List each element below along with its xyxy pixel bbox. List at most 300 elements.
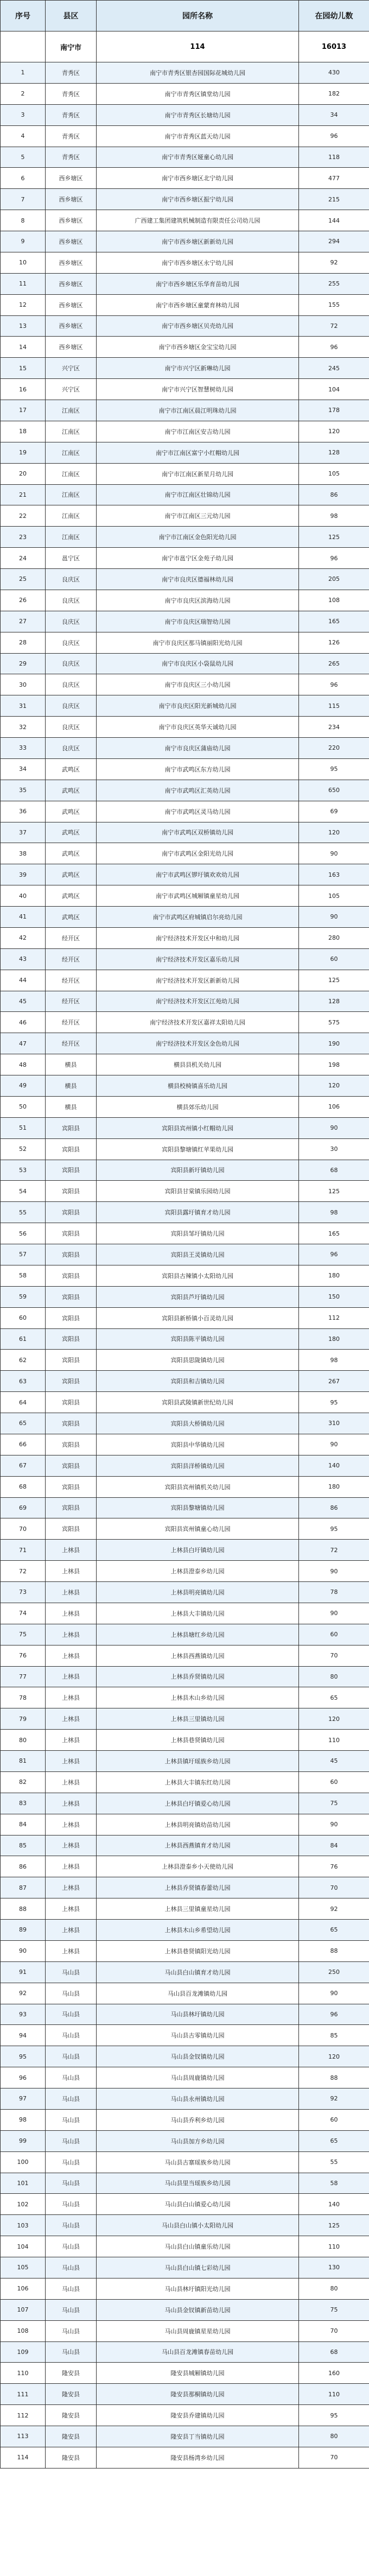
- table-row: [1, 400, 369, 421]
- row-index: 107: [1, 2299, 46, 2320]
- row-district: 上林县: [46, 1645, 97, 1666]
- row-index: 33: [1, 738, 46, 759]
- table-row: [1, 1455, 369, 1476]
- row-index: 60: [1, 1307, 46, 1328]
- table-row: [1, 1202, 369, 1223]
- row-count: 106: [299, 1096, 369, 1117]
- row-district: 上林县: [46, 1540, 97, 1561]
- row-name: 马山县加方乡幼儿园: [97, 2130, 299, 2151]
- row-index: 113: [1, 2426, 46, 2447]
- row-name: 马山县金钗镇幼儿园: [97, 2046, 299, 2067]
- row-index: 67: [1, 1455, 46, 1476]
- row-count: 68: [299, 1160, 369, 1181]
- row-count: 60: [299, 1624, 369, 1645]
- row-name: 宾阳县洋桥镇幼儿园: [97, 1455, 299, 1476]
- row-index: 68: [1, 1476, 46, 1497]
- row-count: 120: [299, 2046, 369, 2067]
- row-index: 24: [1, 548, 46, 569]
- row-index: 78: [1, 1687, 46, 1708]
- table-row: [1, 780, 369, 801]
- row-name: 上林县三里镇童星幼儿园: [97, 1898, 299, 1920]
- row-district: 宾阳县: [46, 1518, 97, 1540]
- table-row: [1, 1751, 369, 1772]
- table-row: [1, 1835, 369, 1856]
- row-index: 92: [1, 1983, 46, 2004]
- table-row: [1, 1244, 369, 1265]
- header-count: 在园幼儿数: [299, 1, 369, 31]
- row-name: 马山县白山镇育才幼儿园: [97, 1961, 299, 1983]
- table-row: [1, 1434, 369, 1455]
- summary-row: [1, 31, 369, 62]
- row-index: 11: [1, 273, 46, 294]
- row-count: 255: [299, 273, 369, 294]
- row-count: 140: [299, 2194, 369, 2215]
- row-district: 上林县: [46, 1582, 97, 1603]
- row-count: 125: [299, 970, 369, 991]
- table-row: [1, 1033, 369, 1054]
- row-name: 南宁市武鸣区金阳光幼儿园: [97, 843, 299, 864]
- table-row: [1, 2088, 369, 2110]
- row-name: 南宁市良庆区小袋鼠幼儿园: [97, 653, 299, 674]
- row-name: 横县校椅镇喜乐幼儿园: [97, 1075, 299, 1097]
- row-name: 上林县明亮镇幼苗幼儿园: [97, 1814, 299, 1835]
- row-index: 84: [1, 1814, 46, 1835]
- row-index: 56: [1, 1223, 46, 1244]
- row-index: 1: [1, 62, 46, 84]
- table-row: [1, 2447, 369, 2468]
- row-name: 上林县木山乡幼儿园: [97, 1687, 299, 1708]
- row-district: 青秀区: [46, 62, 97, 84]
- row-name: 南宁市青秀区长塘幼儿园: [97, 104, 299, 125]
- row-district: 西乡塘区: [46, 231, 97, 252]
- row-district: 良庆区: [46, 632, 97, 653]
- row-name: 宾阳县露圩镇育才幼儿园: [97, 1202, 299, 1223]
- row-name: 上林县木山乡希望幼儿园: [97, 1920, 299, 1941]
- table-row: [1, 1518, 369, 1540]
- row-count: 88: [299, 1940, 369, 1961]
- table-row: [1, 1856, 369, 1877]
- row-index: 109: [1, 2341, 46, 2363]
- row-index: 87: [1, 1877, 46, 1898]
- row-district: 邕宁区: [46, 548, 97, 569]
- row-name: 宾阳县黎塘镇幼儿园: [97, 1497, 299, 1518]
- row-district: 武鸣区: [46, 822, 97, 843]
- row-district: 上林县: [46, 1561, 97, 1582]
- row-name: 马山县白山镇爱心幼儿园: [97, 2194, 299, 2215]
- row-district: 良庆区: [46, 717, 97, 738]
- table-row: [1, 907, 369, 928]
- row-count: 80: [299, 2278, 369, 2299]
- row-count: 75: [299, 1793, 369, 1814]
- row-count: 250: [299, 1961, 369, 1983]
- row-count: 90: [299, 1561, 369, 1582]
- table-row: [1, 125, 369, 147]
- row-index: 54: [1, 1181, 46, 1202]
- row-count: 85: [299, 2025, 369, 2046]
- row-district: 上林县: [46, 1940, 97, 1961]
- row-name: 南宁市良庆区瑞智幼儿园: [97, 611, 299, 632]
- row-count: 650: [299, 780, 369, 801]
- row-district: 马山县: [46, 2109, 97, 2130]
- table-row: [1, 1476, 369, 1497]
- table-row: [1, 252, 369, 273]
- row-district: 江南区: [46, 527, 97, 548]
- row-index: 90: [1, 1940, 46, 1961]
- row-count: 90: [299, 1117, 369, 1138]
- row-name: 马山县金钗镇新苗幼儿园: [97, 2299, 299, 2320]
- table-row: [1, 1961, 369, 1983]
- row-index: 99: [1, 2130, 46, 2151]
- row-index: 96: [1, 2067, 46, 2088]
- row-count: 120: [299, 421, 369, 442]
- row-district: 宾阳县: [46, 1181, 97, 1202]
- table-row: [1, 442, 369, 463]
- row-district: 武鸣区: [46, 758, 97, 780]
- summary-total-children: 16013: [299, 31, 369, 62]
- row-index: 58: [1, 1265, 46, 1286]
- row-index: 94: [1, 2025, 46, 2046]
- row-name: 南宁市武鸣区府城镇启尔亮幼儿园: [97, 907, 299, 928]
- row-count: 69: [299, 801, 369, 822]
- row-district: 马山县: [46, 2173, 97, 2194]
- row-name: 南宁市良庆区阳光新城幼儿园: [97, 695, 299, 717]
- row-district: 青秀区: [46, 125, 97, 147]
- table-row: [1, 1328, 369, 1350]
- row-name: 南宁市西乡塘区新新幼儿园: [97, 231, 299, 252]
- row-index: 50: [1, 1096, 46, 1117]
- row-index: 93: [1, 2004, 46, 2025]
- table-row: [1, 379, 369, 400]
- row-district: 武鸣区: [46, 843, 97, 864]
- row-count: 120: [299, 1075, 369, 1097]
- row-name: 南宁市武鸣区城厢镇童星幼儿园: [97, 885, 299, 907]
- summary-index: [1, 31, 46, 62]
- table-row: [1, 1307, 369, 1328]
- table-row: [1, 1371, 369, 1392]
- row-name: 隆安县杨湾乡幼儿园: [97, 2447, 299, 2468]
- row-district: 马山县: [46, 2088, 97, 2110]
- table-row: [1, 2426, 369, 2447]
- row-index: 80: [1, 1730, 46, 1751]
- row-index: 83: [1, 1793, 46, 1814]
- row-count: 180: [299, 1328, 369, 1350]
- row-district: 上林县: [46, 1898, 97, 1920]
- row-count: 310: [299, 1413, 369, 1434]
- row-count: 160: [299, 2363, 369, 2384]
- row-name: 南宁市西乡塘区金宝宝幼儿园: [97, 337, 299, 358]
- table-row: [1, 927, 369, 948]
- row-district: 兴宁区: [46, 379, 97, 400]
- table-row: [1, 358, 369, 379]
- table-row: [1, 2194, 369, 2215]
- row-district: 江南区: [46, 505, 97, 527]
- row-index: 34: [1, 758, 46, 780]
- row-district: 西乡塘区: [46, 189, 97, 210]
- row-name: 南宁市江南区三元幼儿园: [97, 505, 299, 527]
- row-count: 267: [299, 1371, 369, 1392]
- row-district: 宾阳县: [46, 1138, 97, 1160]
- table-row: [1, 2299, 369, 2320]
- row-index: 44: [1, 970, 46, 991]
- row-index: 12: [1, 294, 46, 315]
- table-row: [1, 2320, 369, 2341]
- row-name: 南宁市青秀区娅童心幼儿园: [97, 147, 299, 168]
- row-count: 60: [299, 948, 369, 970]
- row-district: 马山县: [46, 2341, 97, 2363]
- row-index: 39: [1, 864, 46, 885]
- row-count: 140: [299, 1455, 369, 1476]
- table-row: [1, 147, 369, 168]
- row-name: 隆安县丁当镇幼儿园: [97, 2426, 299, 2447]
- table-row: [1, 527, 369, 548]
- row-district: 江南区: [46, 421, 97, 442]
- table-row: [1, 1730, 369, 1751]
- row-index: 71: [1, 1540, 46, 1561]
- row-district: 马山县: [46, 2004, 97, 2025]
- row-district: 西乡塘区: [46, 210, 97, 231]
- row-district: 横县: [46, 1054, 97, 1075]
- row-name: 南宁市良庆区三小幼儿园: [97, 674, 299, 695]
- row-index: 45: [1, 991, 46, 1012]
- row-name: 上林县澄泰乡小天使幼儿园: [97, 1856, 299, 1877]
- row-district: 上林县: [46, 1920, 97, 1941]
- row-name: 马山县林圩镇幼儿园: [97, 2004, 299, 2025]
- row-name: 马山县永州镇幼儿园: [97, 2088, 299, 2110]
- row-index: 86: [1, 1856, 46, 1877]
- row-name: 上林县明亮镇幼儿园: [97, 1582, 299, 1603]
- row-district: 经开区: [46, 1033, 97, 1054]
- row-district: 上林县: [46, 1771, 97, 1793]
- row-district: 青秀区: [46, 104, 97, 125]
- row-count: 95: [299, 758, 369, 780]
- row-count: 265: [299, 653, 369, 674]
- row-count: 280: [299, 927, 369, 948]
- row-name: 南宁市西乡塘区永宁幼儿园: [97, 252, 299, 273]
- table-row: [1, 822, 369, 843]
- row-count: 90: [299, 1434, 369, 1455]
- row-district: 横县: [46, 1075, 97, 1097]
- row-district: 经开区: [46, 991, 97, 1012]
- row-name: 广西建工集团建筑机械制造有限责任公司幼儿园: [97, 210, 299, 231]
- table-row: [1, 1265, 369, 1286]
- table-row: [1, 695, 369, 717]
- table-row: [1, 717, 369, 738]
- row-district: 宾阳县: [46, 1328, 97, 1350]
- row-name: 隆安县城厢镇幼儿园: [97, 2363, 299, 2384]
- row-index: 79: [1, 1708, 46, 1730]
- row-district: 宾阳县: [46, 1202, 97, 1223]
- table-row: [1, 2363, 369, 2384]
- row-district: 上林县: [46, 1877, 97, 1898]
- row-index: 22: [1, 505, 46, 527]
- table-row: [1, 590, 369, 611]
- table-row: [1, 1561, 369, 1582]
- row-district: 宾阳县: [46, 1497, 97, 1518]
- row-index: 9: [1, 231, 46, 252]
- row-count: 125: [299, 527, 369, 548]
- row-name: 马山县白山镇童乐幼儿园: [97, 2236, 299, 2257]
- table-body: [1, 31, 369, 2469]
- table-row: [1, 2067, 369, 2088]
- table-row: [1, 1582, 369, 1603]
- row-name: 上林县塘红乡幼儿园: [97, 1624, 299, 1645]
- row-count: 128: [299, 442, 369, 463]
- row-name: 南宁经济技术开发区嘉祥太阳幼儿园: [97, 1012, 299, 1033]
- table-row: [1, 1160, 369, 1181]
- row-index: 48: [1, 1054, 46, 1075]
- row-count: 65: [299, 1920, 369, 1941]
- table-row: [1, 758, 369, 780]
- row-index: 102: [1, 2194, 46, 2215]
- row-index: 105: [1, 2257, 46, 2278]
- row-count: 70: [299, 1877, 369, 1898]
- row-name: 宾阳县王灵镇幼儿园: [97, 1244, 299, 1265]
- row-count: 55: [299, 2151, 369, 2173]
- table-row: [1, 2173, 369, 2194]
- row-name: 横县郊乐幼儿园: [97, 1096, 299, 1117]
- row-count: 78: [299, 1582, 369, 1603]
- row-district: 良庆区: [46, 653, 97, 674]
- row-name: 南宁市江南区金色阳光幼儿园: [97, 527, 299, 548]
- row-name: 宾阳县芦圩镇幼儿园: [97, 1286, 299, 1307]
- row-count: 430: [299, 62, 369, 84]
- table-row: [1, 189, 369, 210]
- row-name: 上林县巷贤镇幼儿园: [97, 1730, 299, 1751]
- row-district: 良庆区: [46, 738, 97, 759]
- table-row: [1, 1983, 369, 2004]
- row-name: 南宁市西乡塘区北宁幼儿园: [97, 168, 299, 189]
- table-row: [1, 2278, 369, 2299]
- table-row: [1, 273, 369, 294]
- row-index: 5: [1, 147, 46, 168]
- row-index: 46: [1, 1012, 46, 1033]
- row-count: 92: [299, 252, 369, 273]
- row-count: 110: [299, 2236, 369, 2257]
- row-count: 60: [299, 1771, 369, 1793]
- row-name: 上林县三里镇幼儿园: [97, 1708, 299, 1730]
- row-count: 234: [299, 717, 369, 738]
- table-row: [1, 632, 369, 653]
- row-district: 宾阳县: [46, 1265, 97, 1286]
- table-row: [1, 843, 369, 864]
- row-index: 4: [1, 125, 46, 147]
- row-name: 横县县机关幼儿园: [97, 1054, 299, 1075]
- row-index: 37: [1, 822, 46, 843]
- row-index: 49: [1, 1075, 46, 1097]
- row-index: 7: [1, 189, 46, 210]
- row-count: 155: [299, 294, 369, 315]
- row-count: 125: [299, 1181, 369, 1202]
- row-index: 32: [1, 717, 46, 738]
- row-name: 南宁市江南区富宁小红帽幼儿园: [97, 442, 299, 463]
- row-index: 95: [1, 2046, 46, 2067]
- row-count: 125: [299, 2215, 369, 2236]
- row-district: 马山县: [46, 2046, 97, 2067]
- row-district: 上林县: [46, 1708, 97, 1730]
- row-name: 宾阳县大桥镇幼儿园: [97, 1413, 299, 1434]
- row-district: 宾阳县: [46, 1455, 97, 1476]
- row-count: 65: [299, 1687, 369, 1708]
- row-name: 上林县白圩镇爱心幼儿园: [97, 1793, 299, 1814]
- row-name: 南宁市青秀区银杏园国际花城幼儿园: [97, 62, 299, 84]
- table-row: [1, 294, 369, 315]
- row-index: 82: [1, 1771, 46, 1793]
- row-count: 575: [299, 1012, 369, 1033]
- table-row: [1, 1603, 369, 1624]
- row-index: 104: [1, 2236, 46, 2257]
- table-row: [1, 2341, 369, 2363]
- row-district: 上林县: [46, 1730, 97, 1751]
- table-row: [1, 2151, 369, 2173]
- table-row: [1, 168, 369, 189]
- row-count: 126: [299, 632, 369, 653]
- row-name: 南宁市良庆区蒲庙幼儿园: [97, 738, 299, 759]
- row-index: 19: [1, 442, 46, 463]
- row-index: 20: [1, 463, 46, 484]
- row-district: 上林县: [46, 1624, 97, 1645]
- row-name: 上林县乔贤镇幼儿园: [97, 1666, 299, 1687]
- row-index: 64: [1, 1392, 46, 1413]
- row-index: 51: [1, 1117, 46, 1138]
- row-district: 隆安县: [46, 2363, 97, 2384]
- row-district: 江南区: [46, 442, 97, 463]
- row-district: 宾阳县: [46, 1371, 97, 1392]
- row-index: 66: [1, 1434, 46, 1455]
- table-row: [1, 421, 369, 442]
- table-row: [1, 1223, 369, 1244]
- table-row: [1, 2109, 369, 2130]
- row-name: 马山县百龙滩镇幼儿园: [97, 1983, 299, 2004]
- row-index: 100: [1, 2151, 46, 2173]
- row-index: 101: [1, 2173, 46, 2194]
- row-index: 72: [1, 1561, 46, 1582]
- row-index: 55: [1, 1202, 46, 1223]
- row-count: 130: [299, 2257, 369, 2278]
- row-name: 南宁市西乡塘区乐华育苗幼儿园: [97, 273, 299, 294]
- row-district: 隆安县: [46, 2426, 97, 2447]
- row-count: 90: [299, 1814, 369, 1835]
- row-district: 马山县: [46, 2130, 97, 2151]
- table-row: [1, 1540, 369, 1561]
- table-row: [1, 801, 369, 822]
- row-name: 南宁经济技术开发区中和幼儿园: [97, 927, 299, 948]
- row-index: 110: [1, 2363, 46, 2384]
- row-name: 南宁经济技术开发区嘉乐幼儿园: [97, 948, 299, 970]
- table-row: [1, 231, 369, 252]
- row-district: 马山县: [46, 2215, 97, 2236]
- row-index: 98: [1, 2109, 46, 2130]
- row-district: 马山县: [46, 2025, 97, 2046]
- table-row: [1, 1687, 369, 1708]
- table-row: [1, 2046, 369, 2067]
- row-name: 南宁市武鸣区双桥镇幼儿园: [97, 822, 299, 843]
- table-row: [1, 83, 369, 104]
- row-name: 南宁市青秀区镇堂幼儿园: [97, 83, 299, 104]
- row-name: 马山县古寨瑶族乡幼儿园: [97, 2151, 299, 2173]
- table-row: [1, 1814, 369, 1835]
- table-row: [1, 948, 369, 970]
- row-name: 宾阳县古辣镇小太阳幼儿园: [97, 1265, 299, 1286]
- row-index: 13: [1, 315, 46, 337]
- row-district: 良庆区: [46, 695, 97, 717]
- table-row: [1, 2384, 369, 2405]
- row-index: 31: [1, 695, 46, 717]
- row-district: 经开区: [46, 948, 97, 970]
- row-count: 95: [299, 1392, 369, 1413]
- row-count: 96: [299, 548, 369, 569]
- table-row: [1, 1793, 369, 1814]
- row-name: 南宁经济技术开发区金色幼儿园: [97, 1033, 299, 1054]
